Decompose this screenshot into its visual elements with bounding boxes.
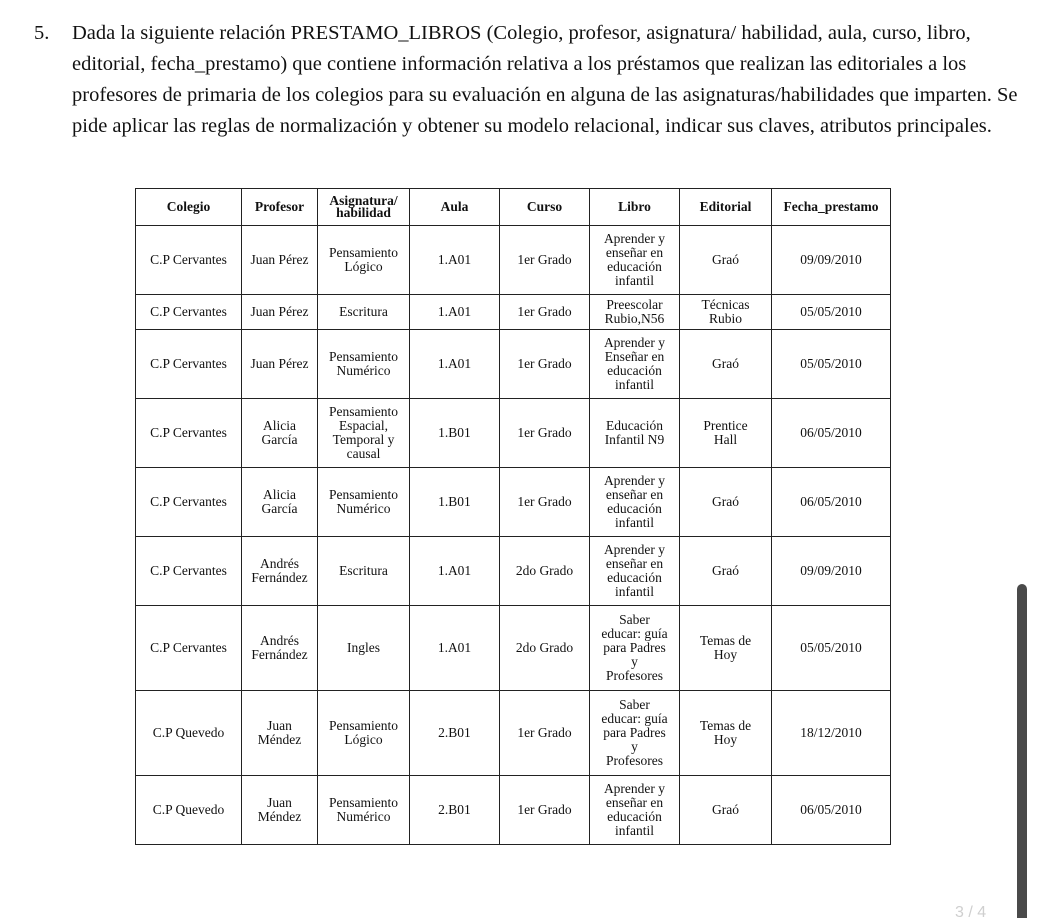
- cell-colegio: C.P Cervantes: [136, 226, 242, 295]
- page-indicator: 3 / 4: [955, 904, 987, 921]
- cell-profesor: Alicia García: [242, 468, 318, 537]
- cell-aula: 2.B01: [410, 776, 500, 845]
- cell-profesor: Juan Pérez: [242, 226, 318, 295]
- cell-libro: Aprender y enseñar en educación infantil: [590, 226, 680, 295]
- cell-editorial: Graó: [680, 468, 772, 537]
- cell-curso: 2do Grado: [500, 606, 590, 691]
- cell-aula: 1.A01: [410, 330, 500, 399]
- header-fecha: Fecha_prestamo: [772, 189, 891, 226]
- cell-editorial: Graó: [680, 226, 772, 295]
- cell-colegio: C.P Cervantes: [136, 330, 242, 399]
- cell-asignatura: Escritura: [318, 537, 410, 606]
- cell-libro: Saber educar: guía para Padres y Profesores: [590, 606, 680, 691]
- prestamo-libros-table: [135, 188, 891, 845]
- table-row: [136, 468, 891, 537]
- table-row: [136, 776, 891, 845]
- question-text: Dada la siguiente relación PRESTAMO_LIBROS (Colegio, profesor, asignatura/ habilidad, aula, curso, libro, editorial, fecha_prestamo) que contiene información relativa a los préstamos que realizan las editoriales a los profesores de primaria de los colegios para su evaluación en alguna de las asignaturas/habilidades que imparten. Se pide aplicar las reglas de normalización y obtener su modelo relacional, indicar sus claves, atributos principales.: [72, 22, 1018, 137]
- table-row: [136, 295, 891, 330]
- header-editorial: Editorial: [680, 189, 772, 226]
- table-row: [136, 399, 891, 468]
- table-row: [136, 537, 891, 606]
- header-curso: Curso: [500, 189, 590, 226]
- cell-colegio: C.P Cervantes: [136, 468, 242, 537]
- header-libro: Libro: [590, 189, 680, 226]
- cell-aula: 1.A01: [410, 537, 500, 606]
- cell-asignatura: Pensamiento Lógico: [318, 226, 410, 295]
- cell-libro: Educación Infantil N9: [590, 399, 680, 468]
- cell-profesor: Andrés Fernández: [242, 537, 318, 606]
- cell-curso: 1er Grado: [500, 330, 590, 399]
- cell-fecha: 09/09/2010: [772, 226, 891, 295]
- cell-editorial: Graó: [680, 537, 772, 606]
- cell-asignatura: Pensamiento Numérico: [318, 330, 410, 399]
- cell-asignatura: Escritura: [318, 295, 410, 330]
- cell-curso: 1er Grado: [500, 399, 590, 468]
- header-row: [136, 189, 891, 226]
- cell-curso: 1er Grado: [500, 691, 590, 776]
- cell-fecha: 06/05/2010: [772, 776, 891, 845]
- cell-profesor: Juan Pérez: [242, 330, 318, 399]
- cell-editorial: Prentice Hall: [680, 399, 772, 468]
- cell-editorial: Graó: [680, 330, 772, 399]
- table-row: [136, 606, 891, 691]
- header-profesor: Profesor: [242, 189, 318, 226]
- cell-fecha: 05/05/2010: [772, 606, 891, 691]
- cell-curso: 2do Grado: [500, 537, 590, 606]
- table-row: [136, 226, 891, 295]
- cell-profesor: Juan Méndez: [242, 776, 318, 845]
- cell-fecha: 06/05/2010: [772, 399, 891, 468]
- cell-profesor: Alicia García: [242, 399, 318, 468]
- cell-aula: 1.A01: [410, 226, 500, 295]
- cell-colegio: C.P Cervantes: [136, 537, 242, 606]
- cell-colegio: C.P Cervantes: [136, 295, 242, 330]
- cell-libro: Aprender y enseñar en educación infantil: [590, 468, 680, 537]
- cell-curso: 1er Grado: [500, 776, 590, 845]
- cell-fecha: 05/05/2010: [772, 330, 891, 399]
- question-number: 5.: [34, 22, 50, 44]
- cell-colegio: C.P Quevedo: [136, 691, 242, 776]
- cell-profesor: Juan Méndez: [242, 691, 318, 776]
- header-aula: Aula: [410, 189, 500, 226]
- header-colegio: Colegio: [136, 189, 242, 226]
- cell-fecha: 06/05/2010: [772, 468, 891, 537]
- cell-asignatura: Pensamiento Numérico: [318, 776, 410, 845]
- cell-fecha: 09/09/2010: [772, 537, 891, 606]
- cell-aula: 1.A01: [410, 295, 500, 330]
- cell-asignatura: Pensamiento Numérico: [318, 468, 410, 537]
- cell-asignatura: Pensamiento Lógico: [318, 691, 410, 776]
- cell-libro: Aprender y enseñar en educación infantil: [590, 776, 680, 845]
- cell-libro: Aprender y Enseñar en educación infantil: [590, 330, 680, 399]
- question-block: [34, 18, 1024, 142]
- cell-aula: 1.B01: [410, 468, 500, 537]
- cell-profesor: Andrés Fernández: [242, 606, 318, 691]
- cell-curso: 1er Grado: [500, 468, 590, 537]
- table-row: [136, 691, 891, 776]
- cell-curso: 1er Grado: [500, 226, 590, 295]
- cell-curso: 1er Grado: [500, 295, 590, 330]
- cell-editorial: Graó: [680, 776, 772, 845]
- vertical-scrollbar[interactable]: [1017, 584, 1027, 918]
- cell-fecha: 18/12/2010: [772, 691, 891, 776]
- cell-asignatura: Ingles: [318, 606, 410, 691]
- cell-colegio: C.P Quevedo: [136, 776, 242, 845]
- cell-aula: 1.A01: [410, 606, 500, 691]
- header-asignatura: Asignatura/ habilidad: [318, 189, 410, 226]
- cell-libro: Aprender y enseñar en educación infantil: [590, 537, 680, 606]
- cell-profesor: Juan Pérez: [242, 295, 318, 330]
- cell-asignatura: Pensamiento Espacial, Temporal y causal: [318, 399, 410, 468]
- cell-aula: 2.B01: [410, 691, 500, 776]
- cell-libro: Preescolar Rubio,N56: [590, 295, 680, 330]
- table-row: [136, 330, 891, 399]
- cell-libro: Saber educar: guía para Padres y Profesores: [590, 691, 680, 776]
- cell-colegio: C.P Cervantes: [136, 399, 242, 468]
- cell-aula: 1.B01: [410, 399, 500, 468]
- cell-fecha: 05/05/2010: [772, 295, 891, 330]
- cell-editorial: Técnicas Rubio: [680, 295, 772, 330]
- cell-colegio: C.P Cervantes: [136, 606, 242, 691]
- cell-editorial: Temas de Hoy: [680, 691, 772, 776]
- cell-editorial: Temas de Hoy: [680, 606, 772, 691]
